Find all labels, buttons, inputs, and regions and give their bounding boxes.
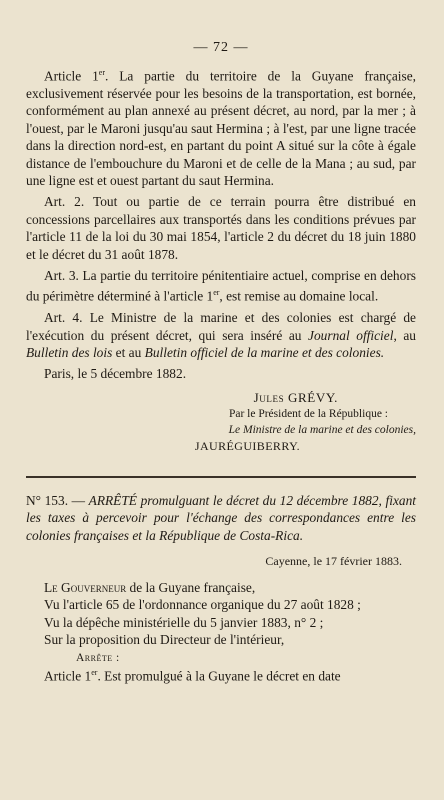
decree-article-1 [26,64,416,189]
bulletin-officiel: Bulletin officiel de la marine et des colonies. [144,345,385,361]
arrete-article-1-text: . Est promulgué à la Guyane le décret en date [97,668,341,684]
decree-article-1-label: Article 1 [44,68,99,84]
arrete-word: Arrête : [76,651,120,664]
gouverneur-rest: de la Guyane française, [126,580,256,596]
page-number: — 72 — [193,40,249,55]
signatory: Jules GRÉVY. [253,389,338,405]
decree-article-4-text-c: et au [112,345,145,361]
arrete-heading-rest: promulguant le décret du 12 décembre 1882, fixant les taxes à percevoir pour l'échange des correspondances entre les colonies françaises et la République de Costa-Rica. [26,492,416,543]
arrete-title: ARRÊTÉ [88,492,137,508]
minister-title: Le Ministre de la marine et des colonies, [228,423,416,436]
by-president: Par le Président de la République : [228,407,388,420]
arrete-dateline: Cayenne, le 17 février 1883. [265,554,402,569]
decree-article-1-sup: er [98,68,105,77]
sur-proposition-line: Sur la proposition du Directeur de l'intérieur, [44,632,285,648]
decree-article-2: Art. 2. Tout ou partie de ce terrain pourra être distribué en concessions parcellaires aux transportés dans les conditions prévues par l'article 11 de la loi du 30 mai 1854, l'article 2 du décret du 18 juin 1880 et le décret du 31 août 1878. [26,194,416,262]
arrete-heading [26,492,416,544]
vu-line-2: Vu la dépêche ministérielle du 5 janvier 1883, n° 2 ; [44,614,324,630]
vu-line-1: Vu l'article 65 de l'ordonnance organique du 27 août 1828 ; [44,597,361,613]
minister-name: JAURÉGUIBERRY. [194,438,300,453]
decree-article-3-text-a: Art. 3. La partie du territoire pénitentiaire actuel, comprise en dehors du périmètre déterminé à l'article 1 [26,267,416,304]
arrete-number: N° 153. [26,492,69,508]
decree-article-1-text: . La partie du territoire de la Guyane française, exclusivement réservée pour les besoins de la transportation, est bornée, conformément au plan annexé au présent décret, au nord, par la mer ; à l'ouest, par le Maroni jusqu'au saut Hermina ; à l'est, par une ligne tracée dans la direction nord-est, en partant du point A situé sur la côte à égale distance de l'embouchure du Maroni et de celle de la Mana ; au sud, par une ligne est et ouest partant du saut Hermina. [26,68,416,188]
gouverneur-line [26,579,416,596]
journal-officiel: Journal officiel [308,327,394,343]
decree-article-3-sup: er [213,288,220,298]
decree-article-4-text-a: Art. 4. Le Ministre de la marine et des colonies est chargé de l'exécution du présent décret, qui sera inséré au [26,310,416,343]
decree-article-4 [26,309,416,361]
decree-article-4-text-b: , au [393,327,416,343]
decree-article-3 [26,267,416,305]
arrete-article-1-sup: er [91,667,98,677]
decree-place-date: Paris, le 5 décembre 1882. [44,366,187,382]
arrete-heading-text [26,492,416,544]
decree-article-3-text-b: , est remise au domaine local. [219,288,379,304]
arrete-dash: — [68,492,89,508]
gouverneur-title: Le Gouverneur [44,580,127,596]
section-separator [26,476,416,478]
arrete-article-1 [26,664,416,685]
arrete-article-1-label: Article 1 [44,668,92,684]
bulletin-des-lois: Bulletin des lois [26,345,113,361]
